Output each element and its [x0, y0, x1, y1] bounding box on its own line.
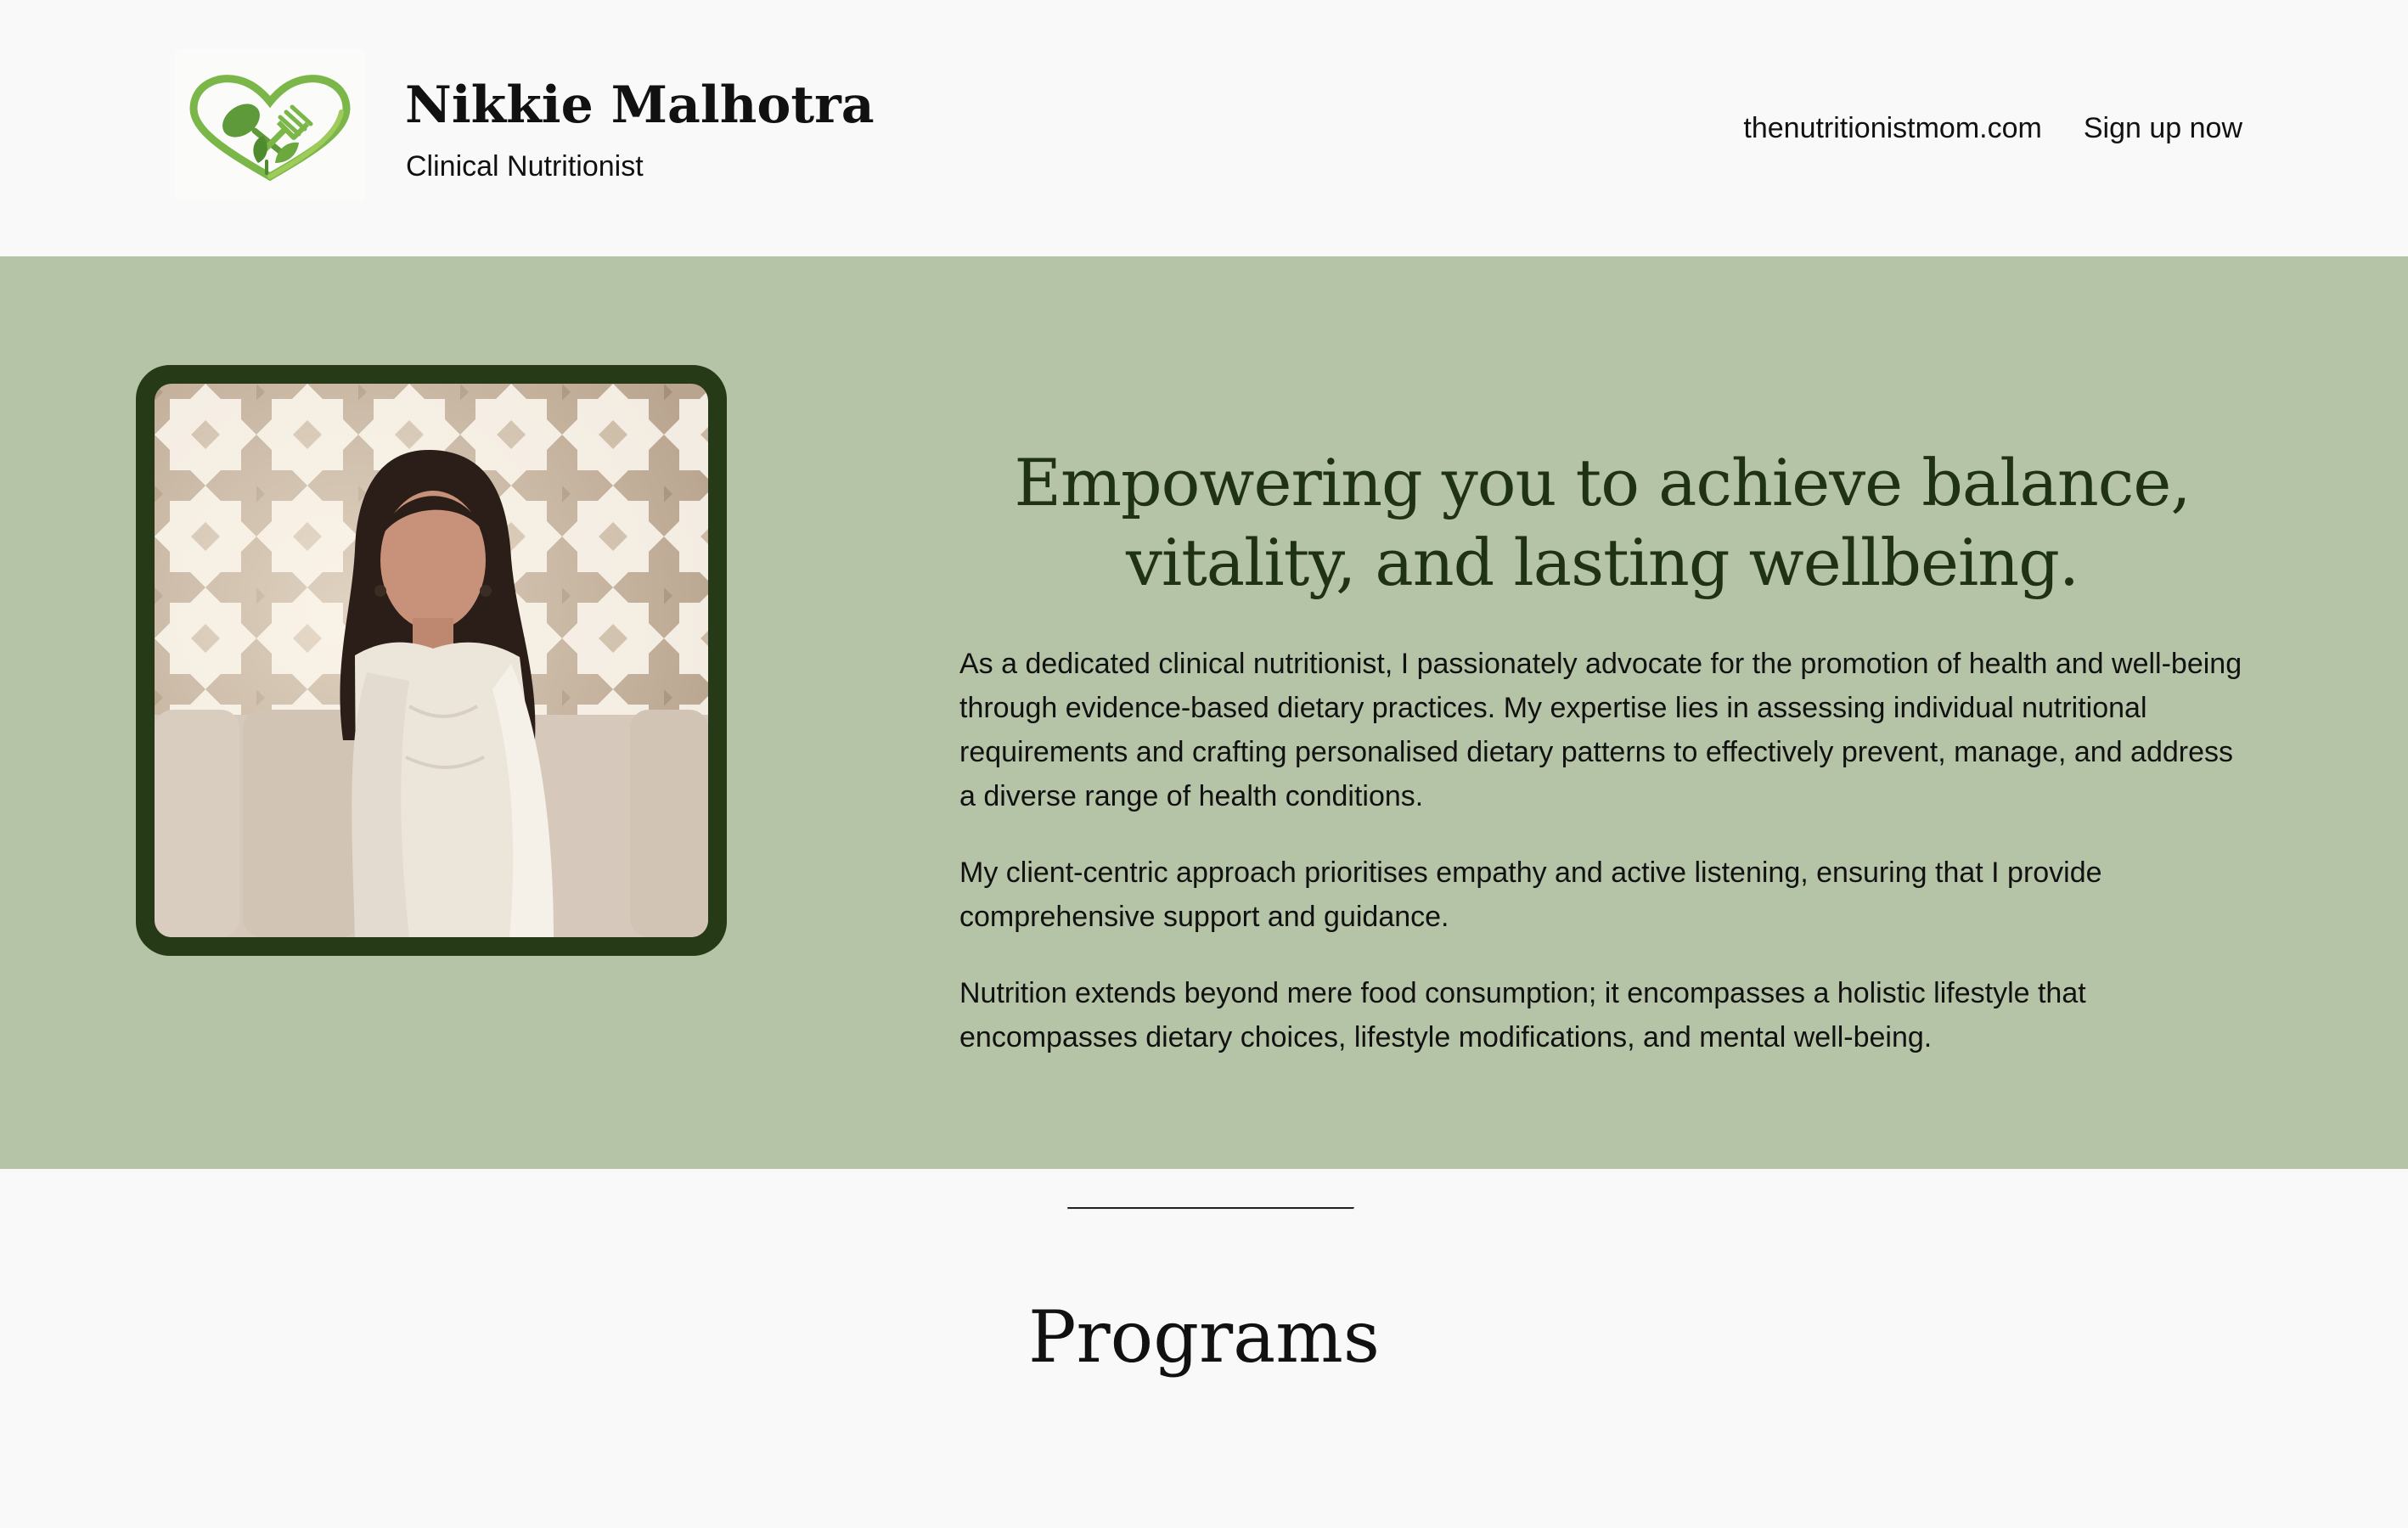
section-divider — [1067, 1207, 1354, 1210]
hero-paragraph: My client-centric approach prioritises empathy and active listening, ensuring that I provide comprehensive support and guidance. — [959, 857, 2102, 933]
hero-heading: Empowering you to achieve balance, vitality, and lasting wellbeing. — [1014, 445, 2191, 600]
heart-fork-leaf-icon — [175, 49, 365, 200]
programs-heading: Programs — [1027, 1295, 1380, 1379]
primary-nav — [1743, 109, 2242, 148]
nav-link-sign-up-now[interactable]: Sign up now — [2083, 112, 2242, 144]
portrait-photo — [136, 365, 727, 956]
site-logo[interactable] — [175, 49, 365, 200]
hero-paragraph: Nutrition extends beyond mere food consumption; it encompasses a holistic lifestyle that encompasses dietary choices, lifestyle modifications, and mental well-being. — [959, 977, 2086, 1053]
hero-text — [959, 642, 2250, 1092]
hero-section — [0, 256, 2408, 1169]
hero-paragraph: As a dedicated clinical nutritionist, I passionately advocate for the promotion of health and well-being through evidence-based dietary practices. My expertise lies in assessing individual nutritional requirements and crafting personalised dietary patterns to effectively prevent, manage, and address a diverse range of health conditions. — [959, 648, 2242, 812]
nav-link-thenutritionistmom[interactable]: thenutritionistmom.com — [1743, 112, 2042, 144]
site-title[interactable]: Nikkie Malhotra — [405, 76, 875, 135]
site-header — [0, 0, 2408, 256]
site-tagline: Clinical Nutritionist — [406, 150, 644, 183]
